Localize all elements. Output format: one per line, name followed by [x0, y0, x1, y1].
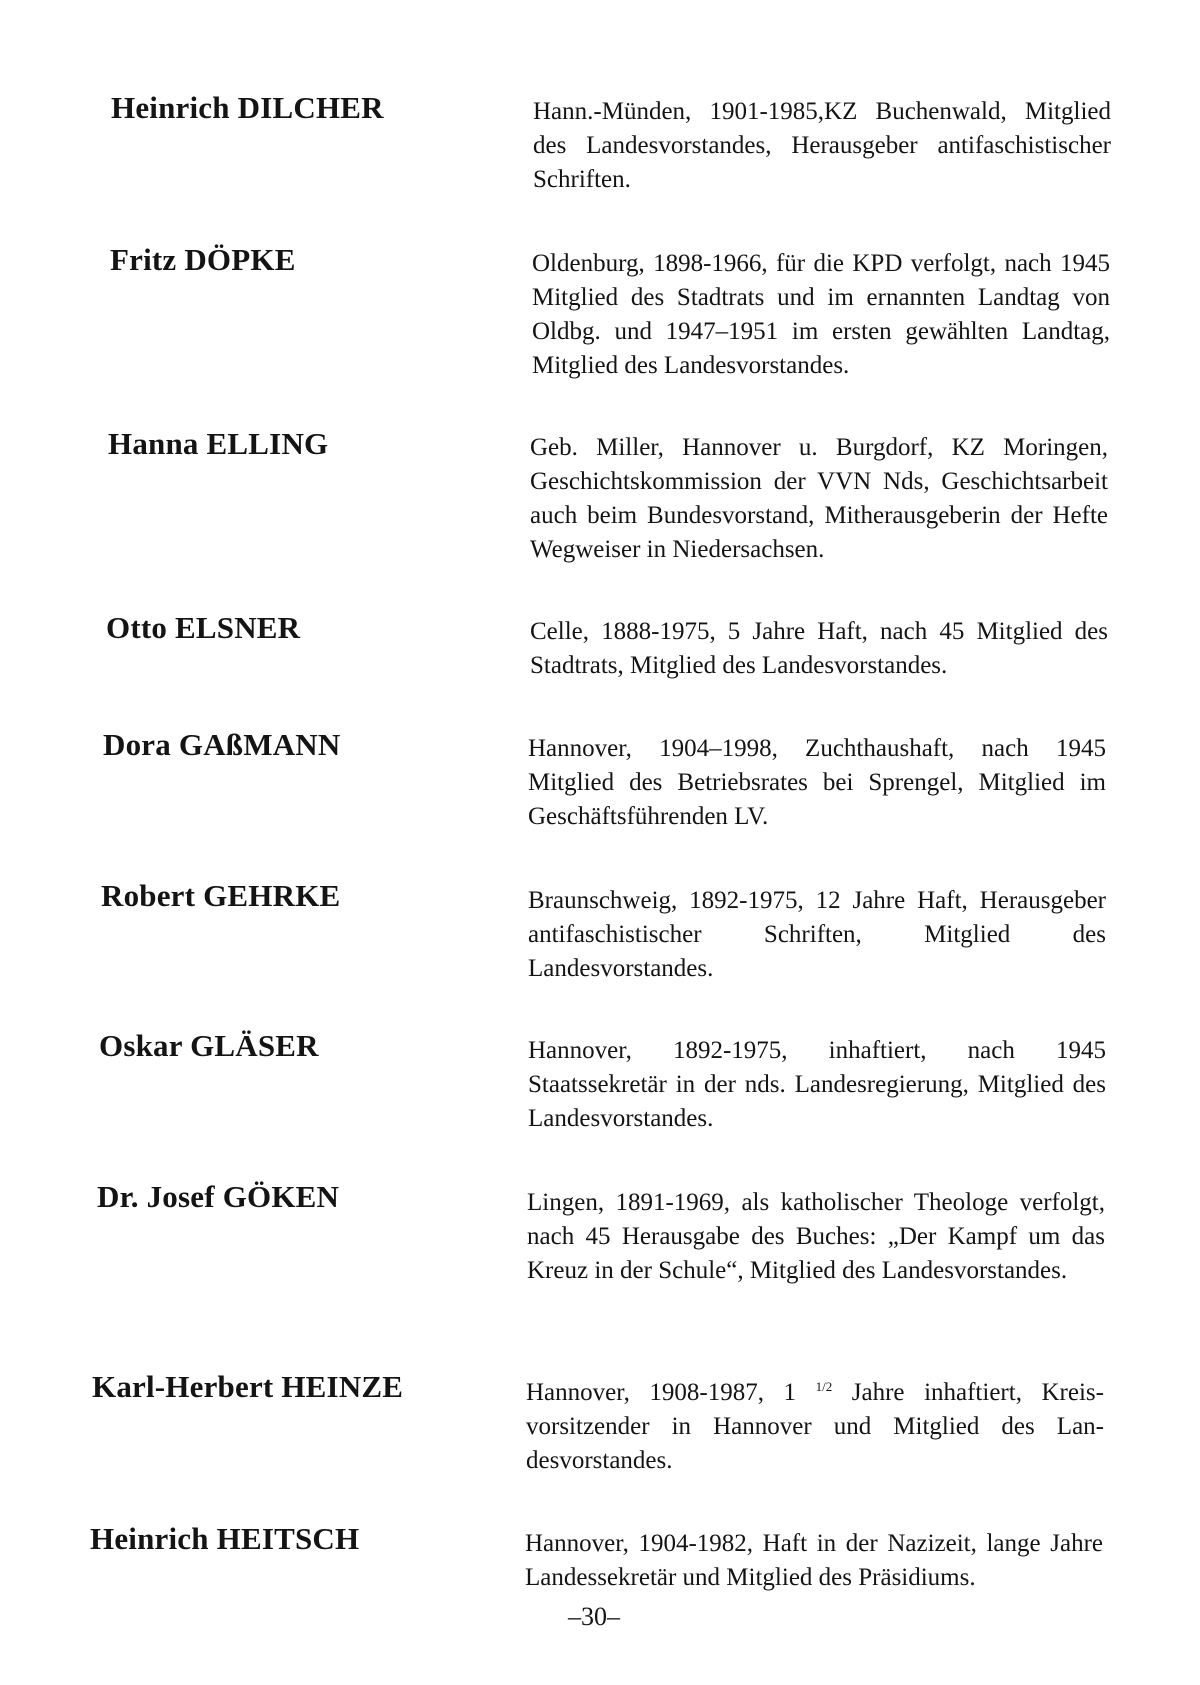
- bio-text-start: Hannover, 1908-1987, 1: [526, 1379, 816, 1406]
- person-bio: Hann.-Münden, 1901-1985,KZ Buchenwald, Mitglied des Landesvorstandes, Herausgeber antifaschistischer Schriften.: [533, 98, 1111, 193]
- page-number: –30–: [568, 1602, 620, 1631]
- person-name: Heinrich DILCHER: [111, 90, 384, 125]
- person-bio: Hannover, 1904–1998, Zuchthaushaft, nach 1945 Mitglied des Betriebsrates bei Sprengel, Mitglied im Geschäftsführenden LV.: [528, 735, 1106, 830]
- person-name: Otto ELSNER: [106, 610, 301, 645]
- person-bio: Braunschweig, 1892-1975, 12 Jahre Haft, Herausgeber antifaschistischer Schriften, Mitglied des Landesvorstandes.: [528, 887, 1106, 982]
- person-name: Hanna ELLING: [108, 426, 329, 461]
- person-bio: Celle, 1888-1975, 5 Jahre Haft, nach 45 Mitglied des Stadtrats, Mitglied des Landesvorstandes.: [530, 618, 1108, 679]
- person-name: Oskar GLÄSER: [99, 1028, 319, 1063]
- person-name: Heinrich HEITSCH: [90, 1521, 360, 1556]
- fraction-superscript: 1/2: [815, 1379, 833, 1394]
- person-bio: Hannover, 1904-1982, Haft in der Nazizeit, lange Jahre Landessekretär und Mitglied des Präsidiums.: [525, 1530, 1103, 1591]
- person-bio: [526, 1376, 1104, 1478]
- bio-text-end: Jahre inhaftiert, Kreisvorsitzender in Hannover und Mitglied des Landesvorstandes.: [526, 1379, 1104, 1474]
- person-bio: Oldenburg, 1898-1966, für die KPD verfolgt, nach 1945 Mitglied des Stadtrats und im ernannten Landtag von Oldbg. und 1947–1951 im ersten gewählten Landtag, Mitglied des Landesvorstandes.: [532, 250, 1110, 379]
- person-name: Robert GEHRKE: [101, 878, 341, 913]
- person-bio: Geb. Miller, Hannover u. Burgdorf, KZ Moringen, Geschichtskommission der VVN Nds, Geschichtsarbeit auch beim Bundesvorstand, Mitherausgeberin der Hefte Wegweiser in Niedersachsen.: [530, 434, 1108, 563]
- person-name: Karl-Herbert HEINZE: [92, 1369, 404, 1404]
- person-bio: Lingen, 1891-1969, als katholischer Theologe verfolgt, nach 45 Herausgabe des Buches: „Der Kampf um das Kreuz in der Schule“, Mitglied des Landesvorstandes.: [527, 1189, 1105, 1284]
- person-name: Fritz DÖPKE: [110, 242, 296, 277]
- person-name: Dr. Josef GÖKEN: [97, 1179, 340, 1214]
- person-name: Dora GAßMANN: [103, 727, 341, 762]
- person-bio: Hannover, 1892-1975, inhaftiert, nach 1945 Staatssekretär in der nds. Landesregierung, Mitglied des Landesvorstandes.: [528, 1037, 1106, 1132]
